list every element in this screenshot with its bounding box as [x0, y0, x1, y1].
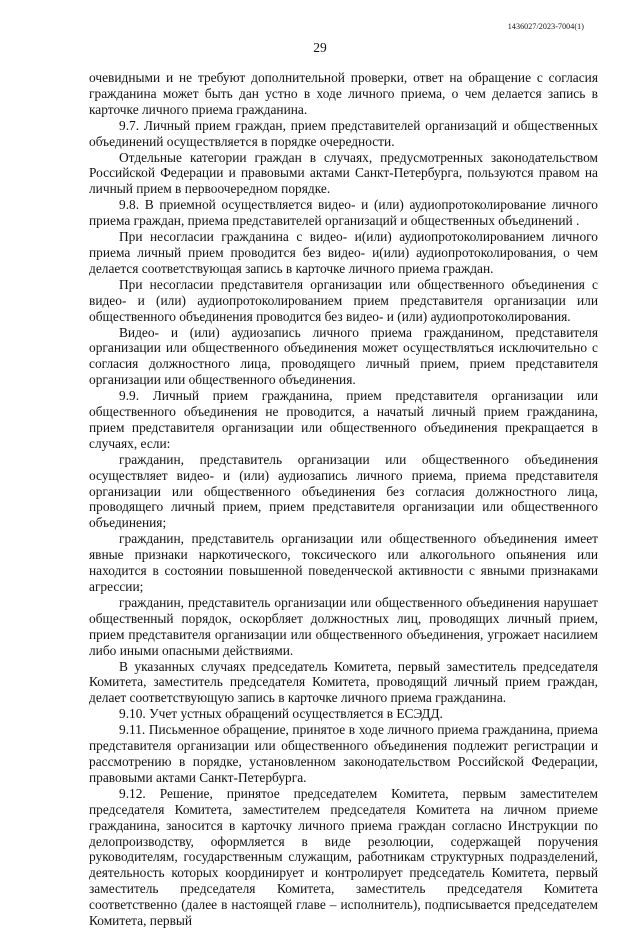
paragraph: 9.8. В приемной осуществляется видео- и (или) аудиопротоколирование личного приема граждан, приема представителей организаций и общественных объединений .: [89, 197, 598, 229]
page-number: 29: [313, 40, 327, 55]
paragraph: очевидными и не требуют дополнительной проверки, ответ на обращение с согласия гражданина может быть дан устно в ходе личного приема, о чем делается запись в карточке личного приема гражданина.: [89, 70, 598, 117]
paragraph: гражданин, представитель организации или общественного объединения нарушает общественный порядок, оскорбляет должностных лиц, проводящих личный прием, прием представителя организации или общественного объединения, угрожает насилием либо иными опасными действиями.: [89, 594, 598, 658]
paragraph: 9.10. Учет устных обращений осуществляется в ЕСЭДД.: [119, 706, 443, 722]
document-body: [89, 70, 598, 929]
paragraph: При несогласии представителя организации или общественного объединения с видео- и (или) аудиопротоколированием прием представителя организации или общественного объединения проводится без видео- и (или) аудиопротоколирования.: [89, 276, 598, 324]
paragraph: гражданин, представитель организации или общественного объединения осуществляет видео- и (или) аудиозапись личного приема, приема представителя организации или общественного объединения без согласия должностного лица, проводящего личный прием, прием представителя организации или общественного объединения;: [89, 451, 598, 531]
paragraph: Видео- и (или) аудиозапись личного приема гражданином, представителя организации или общественного объединения может осуществляться исключительно с согласия должностного лица, проводящего личный прием, прием представителя организации или общественного объединения.: [89, 324, 598, 388]
paragraph: 9.9. Личный прием гражданина, прием представителя организации или общественного объединения не проводится, а начатый личный прием гражданина, прием представителя организации или общественного объединения прекращается в случаях, если:: [89, 388, 598, 451]
paragraph: В указанных случаях председатель Комитета, первый заместитель председателя Комитета, заместитель председателя Комитета, проводящий личный прием граждан, делает соответствующую запись в карточке личного приема гражданина.: [89, 658, 598, 706]
paragraph: 9.11. Письменное обращение, принятое в ходе личного приема гражданина, приема представителя организации или общественного объединения подлежит регистрации и рассмотрению в порядке, установленном законодательством Российской Федерации, правовыми актами Санкт-Петербурга.: [89, 722, 598, 785]
paragraph: При несогласии гражданина с видео- и(или) аудиопротоколированием личного приема личный прием проводится без видео- и(или) аудиопротоколирования, о чем делается соответствующая запись в карточке личного приема граждан.: [89, 229, 598, 276]
paragraph: гражданин, представитель организации или общественного объединения имеет явные признаки наркотического, токсического или алкогольного опьянения или находится в состоянии повышенной поведенческой активности с явными признаками агрессии;: [89, 531, 598, 594]
paragraph: 9.12. Решение, принятое председателем Комитета, первым заместителем председателя Комитета, заместителем председателя Комитета на личном приеме гражданина, заносится в карточку личного приема граждан согласно Инструкции по делопроизводству, оформляется в виде резолюции, содержащей поручения руководителям, государственным служащим, работникам структурных подразделений, деятельность которых координирует и контролирует председатель Комитета, первый заместитель председателя Комитета, заместитель председателя Комитета соответственно (далее в настоящей главе – исполнитель), подписывается председателем Комитета, первый: [89, 785, 598, 929]
document-registration-number: 1436027/2023-7004(1): [507, 22, 584, 31]
paragraph: Отдельные категории граждан в случаях, предусмотренных законодательством Российской Федерации и правовыми актами Санкт-Петербурга, пользуются правом на личный прием в первоочередном порядке.: [89, 149, 598, 197]
paragraph: 9.7. Личный прием граждан, прием представителей организаций и общественных объединений осуществляется в порядке очередности.: [89, 117, 598, 149]
